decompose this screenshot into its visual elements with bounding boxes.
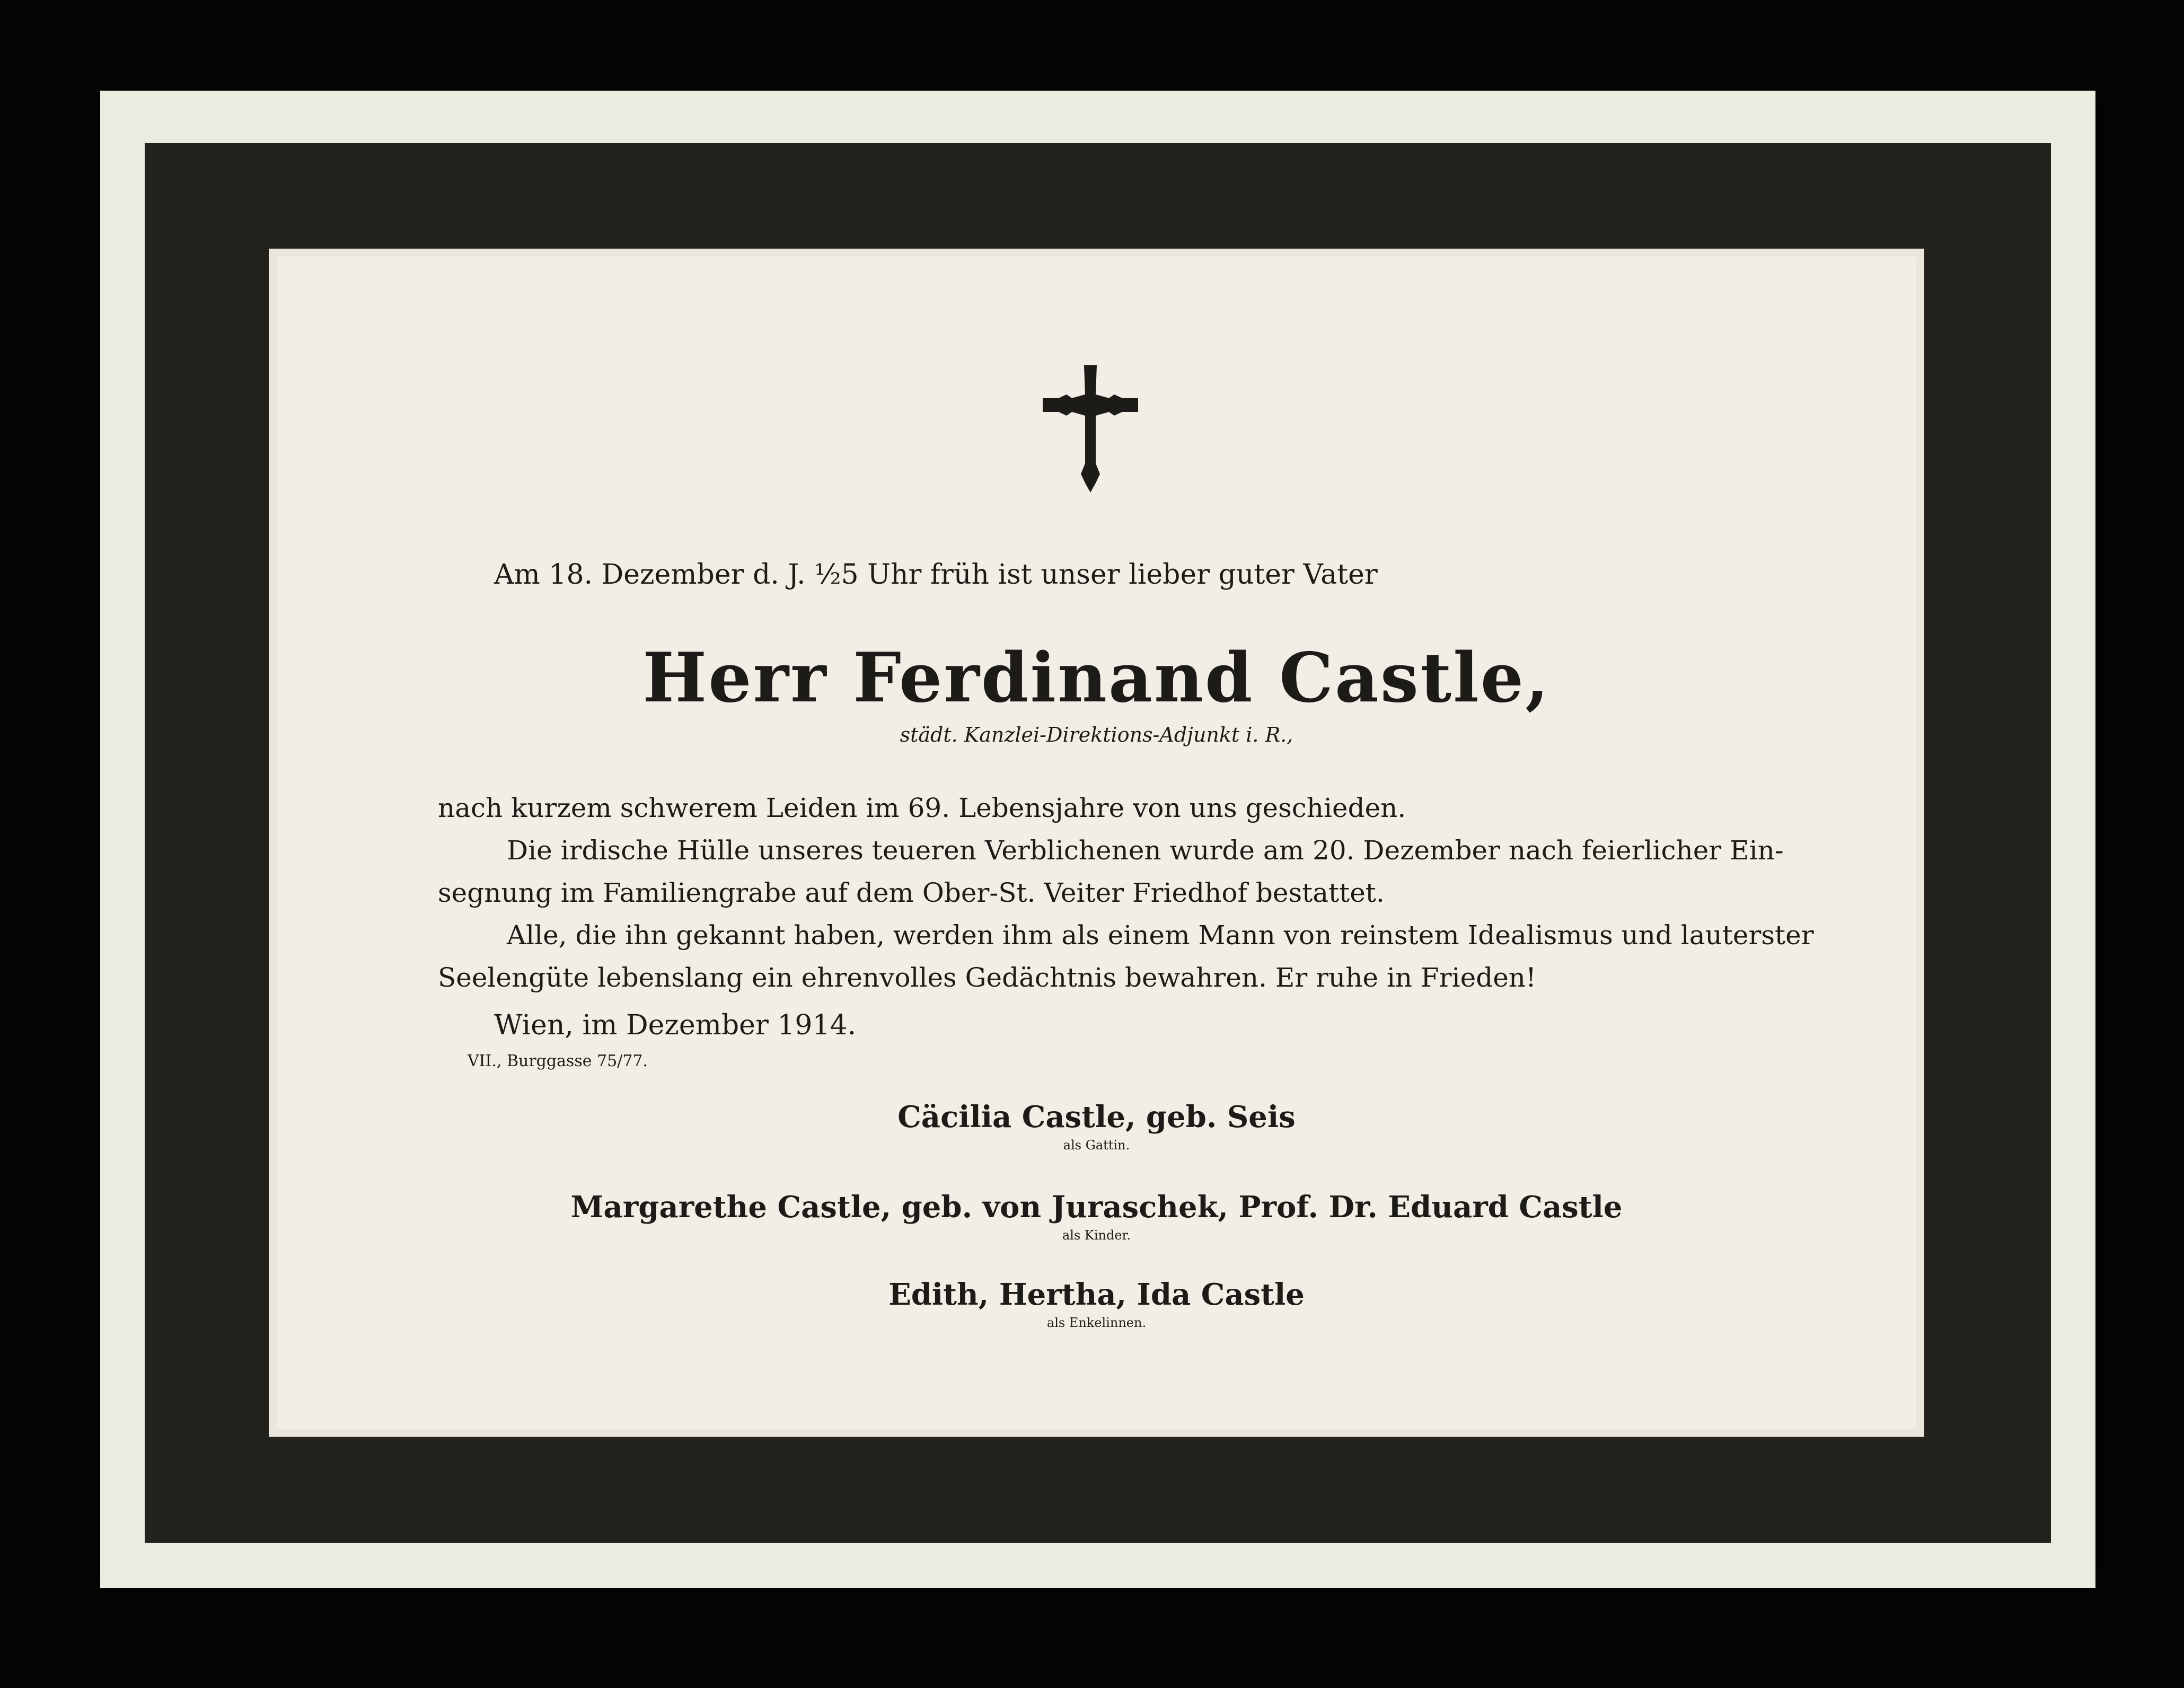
inner-frame [264,244,1929,1441]
body-line: segnung im Familiengrabe auf dem Ober-St. Veiter Friedhof bestattet. [438,877,1385,908]
notice-body [438,787,1814,999]
mourning-border [145,143,2051,1543]
mourner-names: Edith, Hertha, Ida Castle [888,1277,1305,1312]
mourner-relation: als Gattin. [1063,1138,1130,1153]
deceased-name: Herr Ferdinand Castle, [642,638,1551,718]
address: VII., Burggasse 75/77. [468,1052,648,1070]
mourner-names: Cäcilia Castle, geb. Seis [897,1100,1296,1135]
mourner-entry [277,1190,1916,1243]
mourner-relation: als Kinder. [1062,1228,1131,1243]
body-line: Seelengüte lebenslang ein ehrenvolles Gedächtnis bewahren. Er ruhe in Frieden! [438,962,1537,993]
intro-line: Am 18. Dezember d. J. ½5 Uhr früh ist unser lieber guter Vater [494,559,1378,591]
mourner-entry [277,1277,1916,1330]
obituary-card [277,257,1916,1429]
place-date: Wien, im Dezember 1914. [494,1009,857,1041]
body-line: Alle, die ihn gekannt haben, werden ihm als einem Mann von reinstem Idealismus und lauterster [507,920,1814,951]
mourner-relation: als Enkelinnen. [1046,1315,1147,1330]
deceased-title: städt. Kanzlei-Direktions-Adjunkt i. R., [900,723,1293,746]
photo-paper [100,91,2095,1588]
cross-icon [1043,365,1138,493]
body-line: nach kurzem schwerem Leiden im 69. Lebensjahre von uns geschieden. [438,793,1406,823]
mourner-names: Margarethe Castle, geb. von Juraschek, Prof. Dr. Eduard Castle [570,1190,1623,1225]
body-line: Die irdische Hülle unseres teueren Verblichenen wurde am 20. Dezember nach feierlicher Ein- [507,835,1784,866]
mourner-entry [277,1100,1916,1153]
